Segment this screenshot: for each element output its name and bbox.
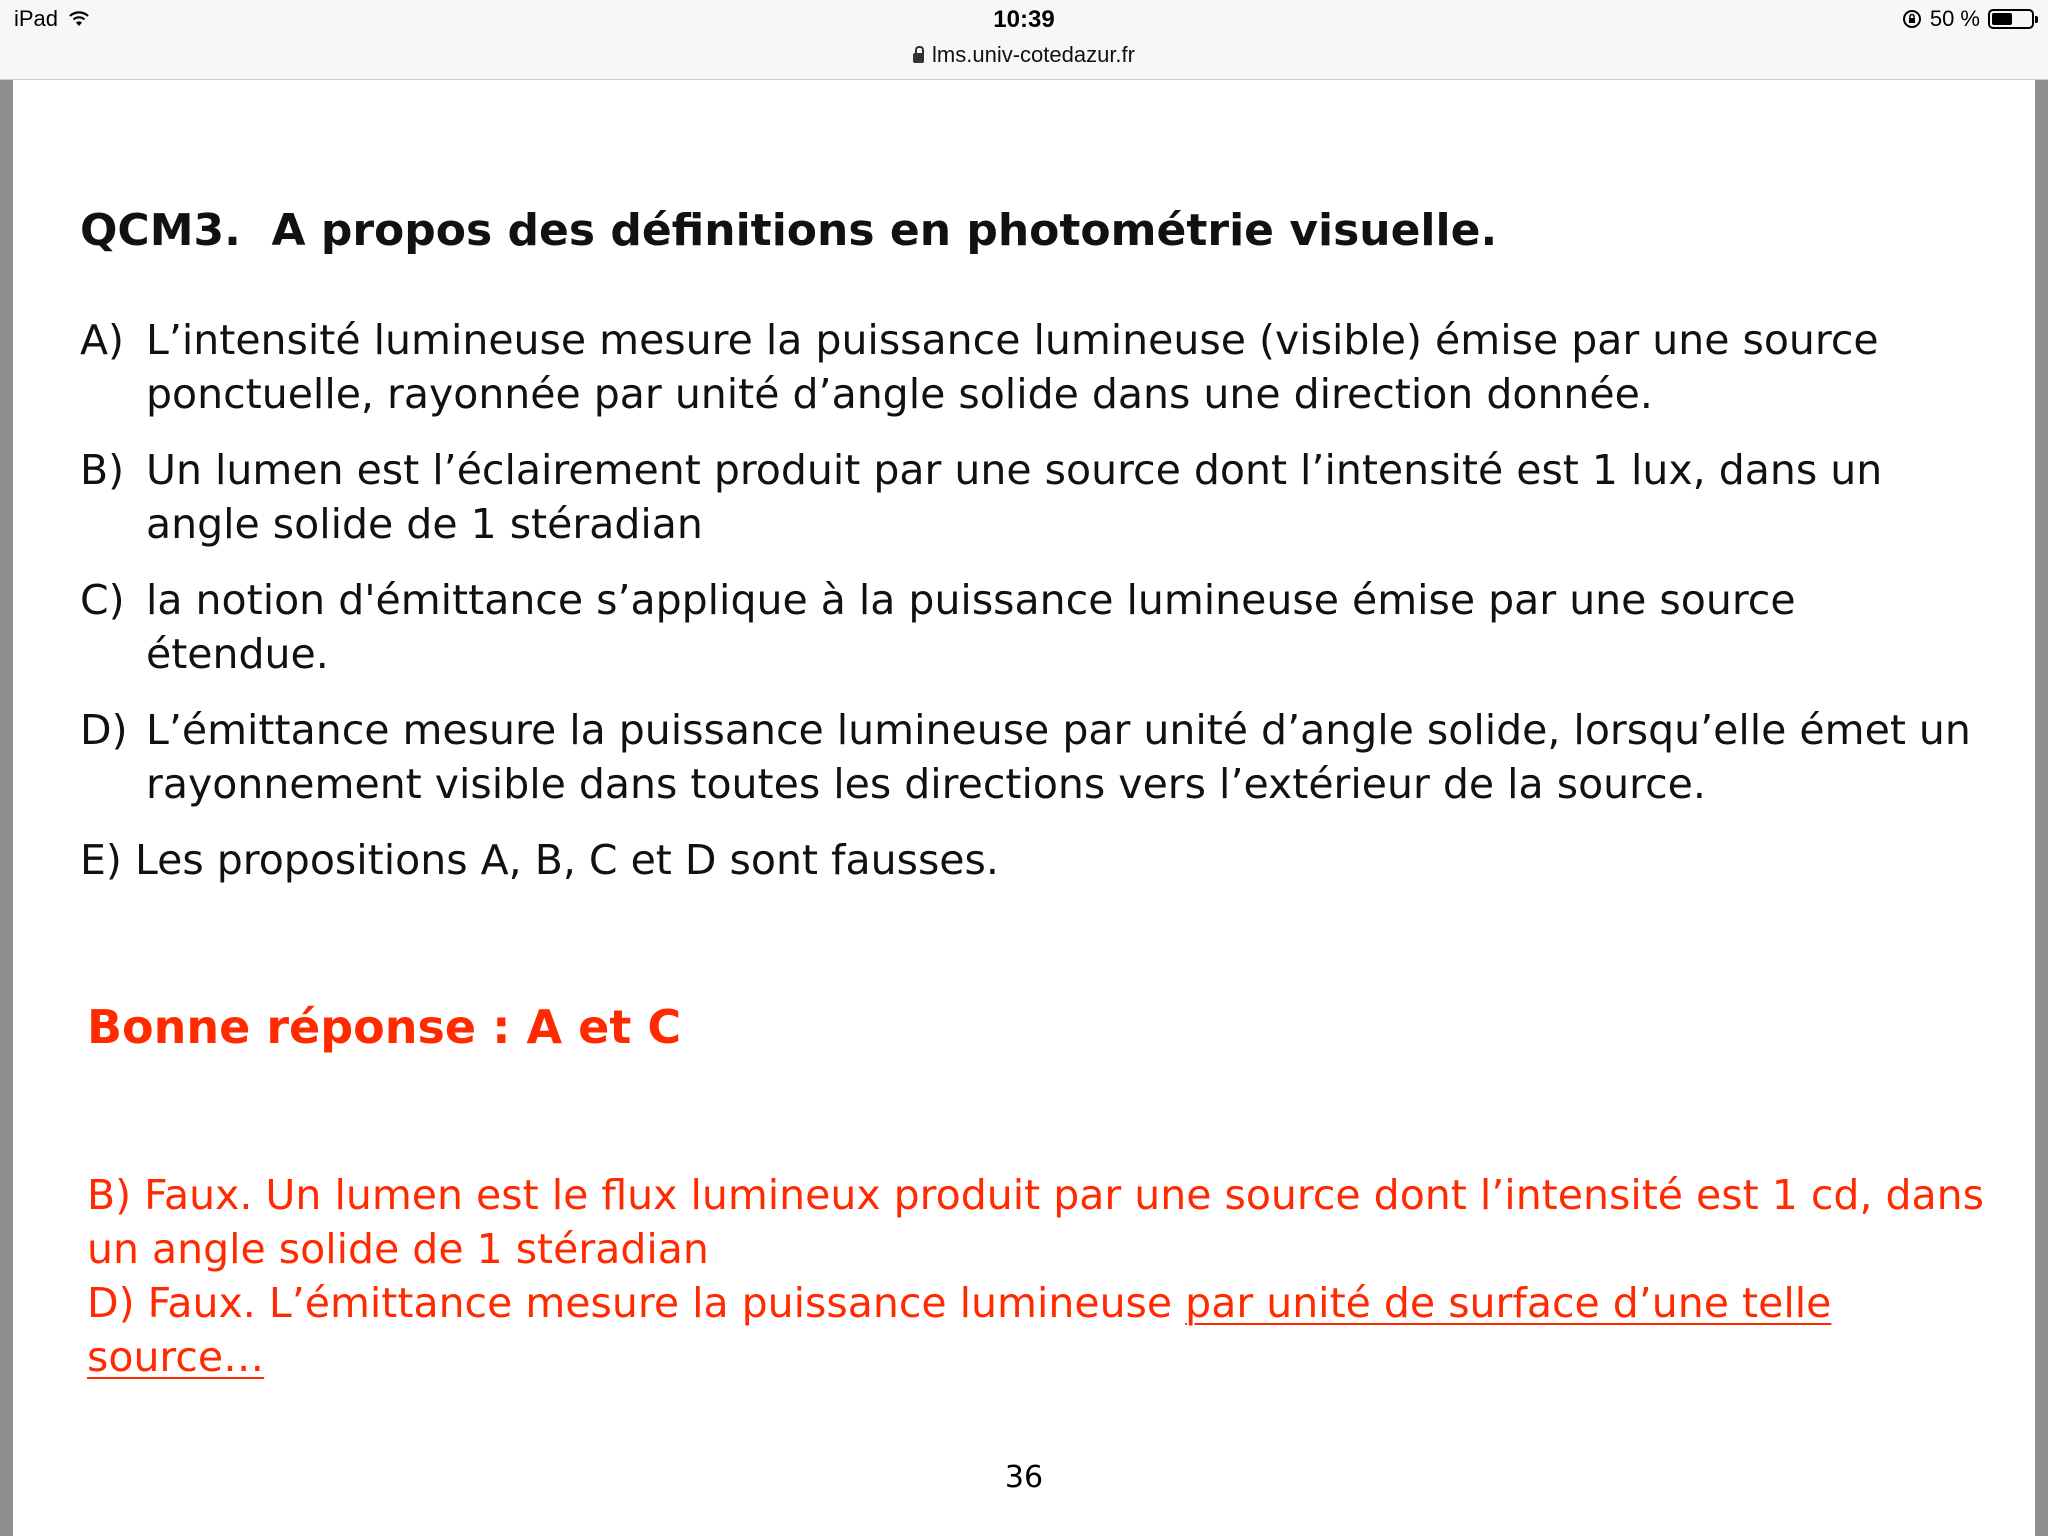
lock-icon xyxy=(913,53,924,63)
option-letter: B) xyxy=(80,446,125,494)
option-text: Un lumen est l’éclairement produit par une source dont l’intensité est 1 lux, dans un angle solide de 1 stéradian xyxy=(146,446,1883,548)
option-e xyxy=(80,833,1980,887)
option-letter: E) xyxy=(80,836,122,884)
slide-page xyxy=(13,80,2035,1536)
url-text[interactable]: lms.univ-cotedazur.fr xyxy=(932,42,1135,67)
device-label: iPad xyxy=(14,6,59,31)
browser-top-bar xyxy=(0,0,2048,80)
status-right xyxy=(1902,6,2034,32)
question-title: QCM3. A propos des définitions en photométrie visuelle. xyxy=(80,205,1498,256)
option-text: Les propositions A, B, C et D sont fausses. xyxy=(135,836,999,884)
option-a xyxy=(80,313,1980,421)
option-d xyxy=(80,703,1980,811)
option-text: L’intensité lumineuse mesure la puissance lumineuse (visible) émise par une source ponctuelle, rayonnée par unité d’angle solide dans une direction donnée. xyxy=(146,316,1879,418)
battery-percent: 50 % xyxy=(1929,6,1980,31)
option-letter: D) xyxy=(80,706,128,754)
orientation-lock-icon xyxy=(1902,9,1922,29)
option-text: la notion d'émittance s’applique à la puissance lumineuse émise par une source étendue. xyxy=(146,576,1796,678)
explanation-b: B) Faux. Un lumen est le flux lumineux produit par une source dont l’intensité est 1 cd, dans un angle solide de 1 stéradian xyxy=(87,1171,1984,1273)
option-text: L’émittance mesure la puissance lumineuse par unité d’angle solide, lorsqu’elle émet un rayonnement visible dans toutes les directions vers l’extérieur de la source. xyxy=(146,706,1971,808)
explanation-d-underlined: par unité de surface d’une telle source… xyxy=(87,1279,1832,1381)
explanation xyxy=(87,1168,1987,1384)
option-c xyxy=(80,573,1980,681)
page-number: 36 xyxy=(1004,1460,1044,1495)
battery-fill xyxy=(1992,13,2012,25)
correct-answer: Bonne réponse : A et C xyxy=(87,1000,682,1054)
option-b xyxy=(80,443,1980,551)
option-letter: C) xyxy=(80,576,125,624)
explanation-d-text: D) Faux. L’émittance mesure la puissance lumineuse xyxy=(87,1279,1186,1327)
explanation-d xyxy=(87,1276,1987,1384)
left-margin-bar xyxy=(0,80,13,1536)
battery-icon xyxy=(1988,9,2034,29)
option-letter: A) xyxy=(80,316,125,364)
options-list xyxy=(80,313,1980,909)
clock: 10:39 xyxy=(993,6,1055,33)
right-margin-bar xyxy=(2035,80,2048,1536)
address-bar[interactable] xyxy=(0,42,2048,68)
